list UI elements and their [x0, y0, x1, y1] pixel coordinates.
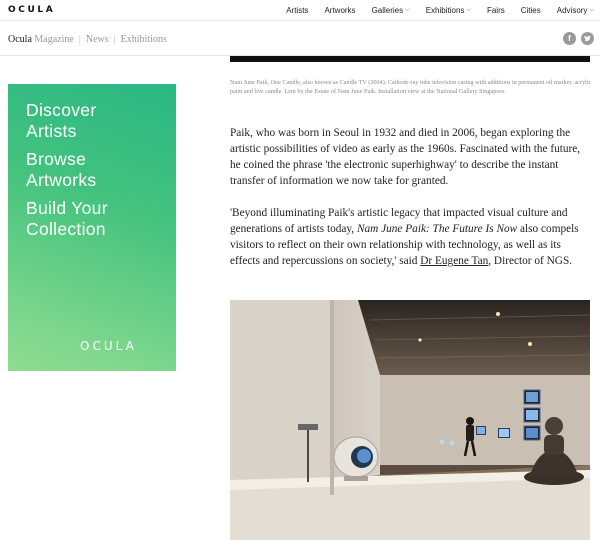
breadcrumb-section[interactable]: Magazine — [34, 34, 74, 45]
article-paragraph: Paik, who was born in Seoul in 1932 and died in 2006, began exploring the artistic possibilities of video as early as the 1960s. Fascinated with the future, he coined the phrase 'the electronic superhighway' to describe the instant transfer of information we now take for granted. — [230, 127, 581, 188]
promo-banner[interactable] — [8, 84, 176, 371]
article-image-bottom-edge — [230, 56, 590, 62]
chevron-down-icon: ⌵ — [405, 7, 410, 13]
breadcrumb-brand[interactable]: Ocula — [8, 34, 32, 45]
nav-label: Galleries — [371, 6, 404, 15]
promo-line: Browse — [26, 149, 87, 169]
promo-line: Build Your — [26, 198, 108, 218]
nav-label: Cities — [520, 6, 541, 15]
text: , Director of NGS. — [488, 255, 573, 268]
nav-artworks[interactable] — [324, 6, 355, 15]
divider: | — [113, 34, 116, 45]
nav-label: Exhibitions — [425, 6, 465, 15]
chevron-down-icon: ⌵ — [589, 7, 594, 13]
promo-line: Artists — [26, 121, 77, 141]
breadcrumb-exhibitions[interactable]: Exhibitions — [120, 34, 167, 45]
promo-line: Discover — [26, 100, 97, 120]
breadcrumb-news[interactable]: News — [85, 34, 109, 45]
promo-brand-logo: OCULA — [80, 339, 137, 353]
article-paragraph-quote — [230, 205, 592, 269]
top-navigation-bar — [0, 0, 600, 21]
divider: | — [78, 34, 81, 45]
text: 'Beyond illuminating Paik's artistic legacy that impacted visual culture and generations of artists today, — [230, 207, 568, 236]
facebook-icon[interactable]: f — [563, 32, 576, 45]
promo-line: Artworks — [26, 170, 97, 190]
image-caption: Nam June Paik, One Candle, also known as Candle TV (2004). Cathode-ray tube television casing with additions in permanent oil marker, acrylic paint and live candle. Lent by the Estate of Nam June Paik. Installation view at the National Gallery Singapore. — [230, 79, 592, 95]
nav-label: Artists — [286, 6, 309, 15]
promo-line: Collection — [26, 219, 106, 239]
magazine-subnav — [0, 22, 600, 56]
exhibition-title: Nam June Paik: The Future Is Now — [356, 223, 518, 236]
main-nav — [270, 0, 594, 21]
ocula-logo[interactable]: OCULA — [8, 5, 56, 15]
nav-cities[interactable] — [521, 6, 541, 15]
nav-label: Advisory — [556, 6, 588, 15]
person-link[interactable]: Dr Eugene Tan — [420, 255, 489, 268]
social-links — [558, 32, 594, 45]
breadcrumb — [8, 34, 167, 45]
nav-label: Artworks — [324, 6, 356, 15]
chevron-down-icon: ⌵ — [466, 7, 471, 13]
text: also compels visitors to reflect on their own relationship with technology, as well as its effects and repercussions on society,' said — [230, 223, 579, 268]
nav-advisory[interactable] — [557, 6, 594, 15]
nav-galleries[interactable] — [372, 6, 410, 15]
nav-artists[interactable] — [286, 6, 308, 15]
installation-photo[interactable] — [230, 300, 590, 540]
nav-fairs[interactable] — [487, 6, 505, 15]
twitter-icon[interactable] — [581, 32, 594, 45]
nav-label: Fairs — [486, 6, 505, 15]
nav-exhibitions[interactable] — [426, 6, 471, 15]
